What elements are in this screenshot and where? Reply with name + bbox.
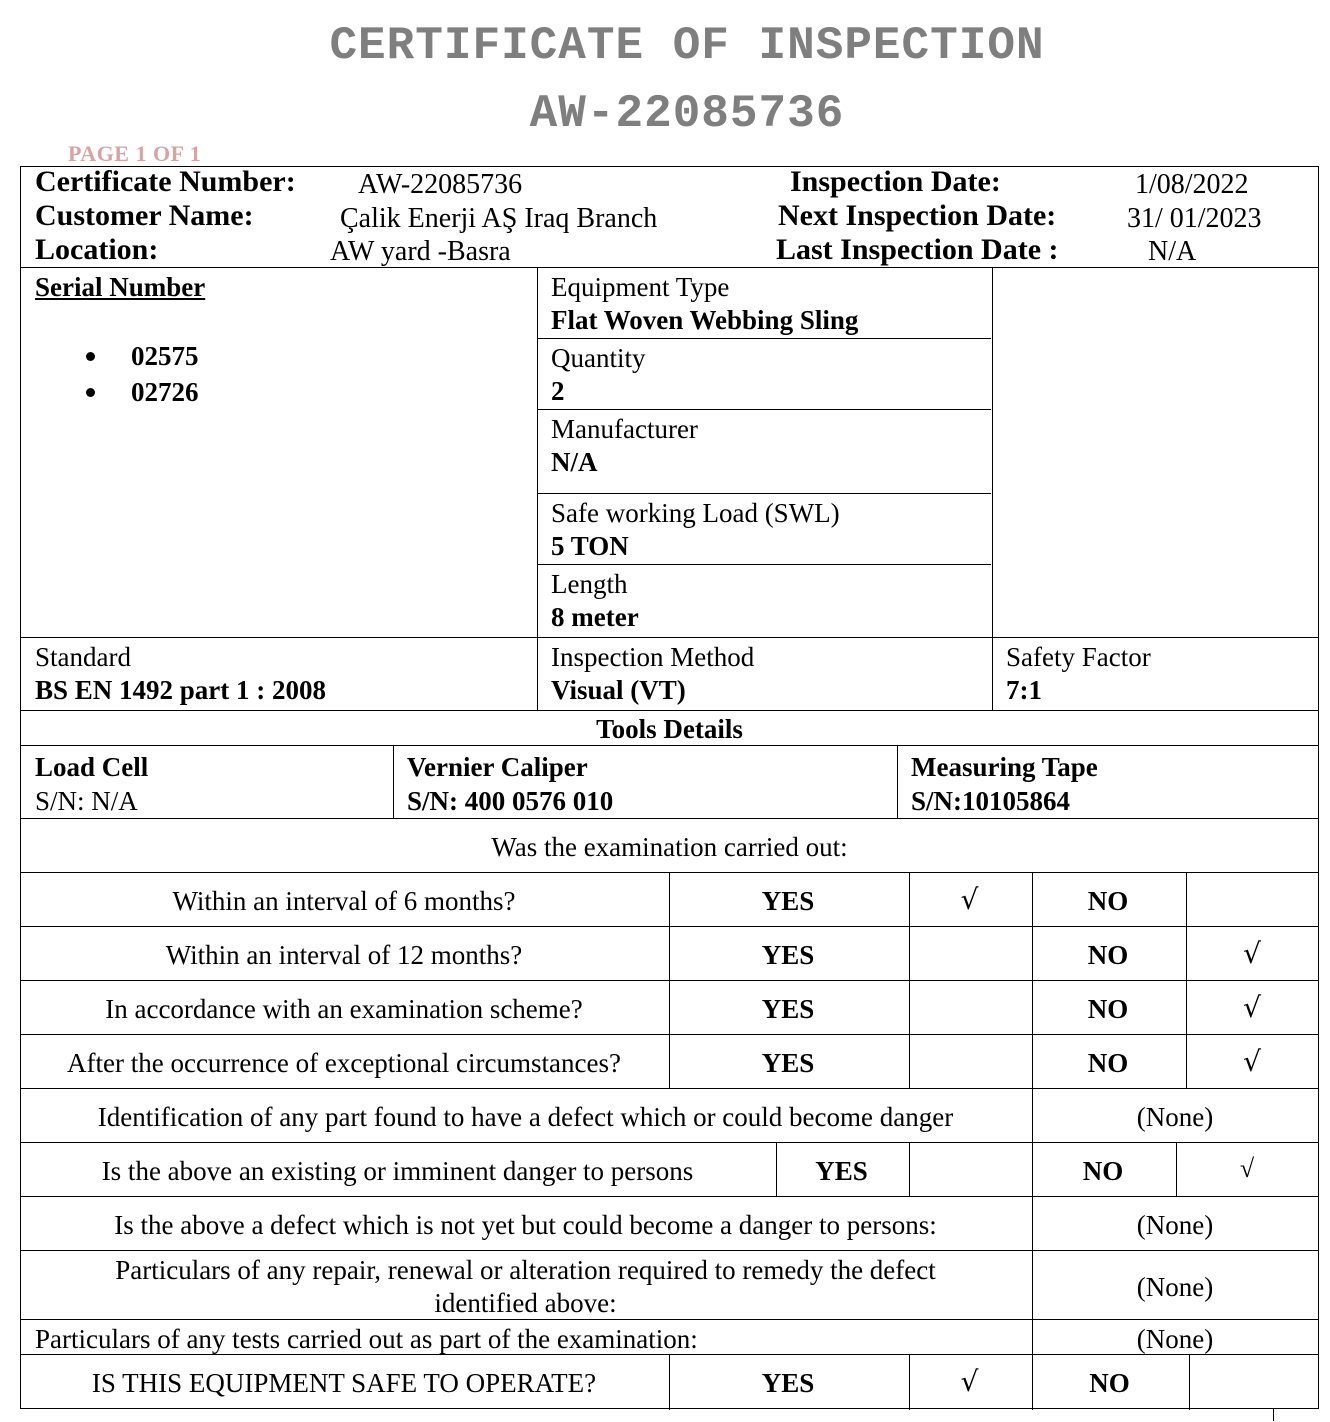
no-label: NO: [1087, 994, 1129, 1024]
serial-number-item: 02575: [131, 341, 199, 371]
serial-number-item: 02726: [131, 377, 199, 407]
yes-label: YES: [815, 1156, 868, 1186]
yes-label: YES: [761, 940, 815, 970]
page-edge-mark: [1273, 1408, 1274, 1421]
length-label: Length: [551, 569, 628, 599]
col-divider: [1189, 1354, 1190, 1410]
load-cell-sn: S/N: N/A: [35, 786, 138, 816]
standard-value: BS EN 1492 part 1 : 2008: [35, 675, 327, 705]
last-inspection-date-label: Last Inspection Date :: [776, 233, 1059, 266]
manufacturer-label: Manufacturer: [551, 414, 698, 444]
last-inspection-date-value: N/A: [1148, 236, 1197, 267]
bullet-icon: [86, 388, 95, 397]
row-divider: [21, 710, 1318, 711]
question-exceptional-circumstances: After the occurrence of exceptional circumstances?: [67, 1048, 621, 1078]
bullet-icon: [86, 352, 95, 361]
manufacturer-value: N/A: [551, 447, 598, 477]
document-title: CERTIFICATE OF INSPECTION: [329, 20, 1045, 72]
no-label: NO: [1089, 1368, 1130, 1398]
row-divider: [21, 1088, 1318, 1089]
certificate-code-title: AW-22085736: [529, 88, 845, 140]
next-inspection-date-label: Next Inspection Date:: [778, 199, 1057, 232]
check-mark-icon: √: [960, 883, 979, 916]
question-defect-identification: Identification of any part found to have a defect which or could become danger: [97, 1102, 954, 1132]
location-label: Location:: [35, 233, 159, 266]
serial-number-label: Serial Number: [35, 272, 206, 302]
check-mark-icon: √: [1239, 1154, 1255, 1183]
check-mark-icon: √: [960, 1365, 979, 1398]
length-value: 8 meter: [551, 602, 639, 632]
question-safe-to-operate: IS THIS EQUIPMENT SAFE TO OPERATE?: [91, 1368, 597, 1398]
col-divider: [909, 1142, 910, 1196]
row-divider: [21, 637, 1318, 638]
quantity-label: Quantity: [551, 343, 646, 373]
no-label: NO: [1087, 1048, 1129, 1078]
col-divider: [897, 745, 898, 818]
standard-label: Standard: [35, 642, 131, 672]
check-mark-icon: √: [1243, 937, 1261, 970]
check-mark-icon: √: [1243, 1045, 1261, 1078]
question-6-months: Within an interval of 6 months?: [172, 886, 516, 916]
measuring-tape-label: Measuring Tape: [911, 752, 1098, 782]
row-divider: [21, 1250, 1318, 1251]
cell-divider: [537, 493, 991, 494]
certificate-number-label: Certificate Number:: [35, 165, 296, 198]
examination-heading: Was the examination carried out:: [491, 832, 848, 862]
question-repair-line1: Particulars of any repair, renewal or alteration required to remedy the defect: [115, 1255, 936, 1285]
tests-answer: (None): [1136, 1324, 1214, 1354]
yes-label: YES: [761, 1048, 815, 1078]
question-tests: Particulars of any tests carried out as part of the examination:: [35, 1324, 698, 1354]
row-divider: [21, 267, 1318, 268]
measuring-tape-sn: S/N:10105864: [911, 786, 1071, 816]
safety-factor-label: Safety Factor: [1006, 642, 1151, 672]
future-danger-answer: (None): [1136, 1210, 1214, 1240]
swl-label: Safe working Load (SWL): [551, 498, 840, 528]
row-divider: [21, 1319, 1318, 1320]
location-value: AW yard -Basra: [330, 236, 511, 267]
customer-name-value: Çalik Enerji AŞ Iraq Branch: [340, 203, 658, 234]
safety-factor-value: 7:1: [1006, 675, 1042, 705]
next-inspection-date-value: 31/ 01/2023: [1127, 203, 1262, 234]
repair-answer: (None): [1136, 1272, 1214, 1302]
inspection-method-value: Visual (VT): [551, 675, 686, 705]
row-divider: [21, 1142, 1318, 1143]
quantity-value: 2: [551, 376, 565, 406]
yes-label: YES: [761, 994, 815, 1024]
col-divider: [992, 267, 993, 710]
customer-name-label: Customer Name:: [35, 199, 254, 232]
question-12-months: Within an interval of 12 months?: [165, 940, 523, 970]
row-divider: [21, 1196, 1318, 1197]
inspection-date-value: 1/08/2022: [1135, 169, 1249, 200]
row-divider: [21, 745, 1318, 746]
cell-divider: [537, 338, 991, 339]
certificate-number-value: AW-22085736: [358, 169, 523, 200]
question-future-danger: Is the above a defect which is not yet but could become a danger to persons:: [114, 1210, 937, 1240]
tools-details-heading: Tools Details: [596, 714, 743, 744]
no-label: NO: [1087, 940, 1129, 970]
vernier-caliper-sn: S/N: 400 0576 010: [407, 786, 614, 816]
inspection-method-label: Inspection Method: [551, 642, 755, 672]
cell-divider: [537, 409, 991, 410]
cell-divider: [537, 564, 991, 565]
inspection-date-label: Inspection Date:: [790, 165, 1001, 198]
question-repair-line2: identified above:: [434, 1288, 617, 1318]
row-divider: [21, 818, 1318, 819]
check-mark-icon: √: [1243, 991, 1261, 1024]
page-label: PAGE 1 OF 1: [68, 141, 202, 166]
defect-identification-answer: (None): [1136, 1102, 1214, 1132]
col-divider: [393, 745, 394, 818]
vernier-caliper-label: Vernier Caliper: [407, 752, 588, 782]
no-label: NO: [1087, 886, 1129, 916]
question-existing-danger: Is the above an existing or imminent danger to persons: [101, 1156, 694, 1186]
yes-label: YES: [761, 886, 815, 916]
equipment-type-label: Equipment Type: [551, 272, 730, 302]
col-divider: [537, 267, 538, 710]
swl-value: 5 TON: [551, 531, 629, 561]
load-cell-label: Load Cell: [35, 752, 149, 782]
yes-label: YES: [761, 1368, 815, 1398]
question-examination-scheme: In accordance with an examination scheme?: [105, 994, 583, 1024]
equipment-type-value: Flat Woven Webbing Sling: [551, 305, 859, 335]
no-label: NO: [1082, 1156, 1124, 1186]
